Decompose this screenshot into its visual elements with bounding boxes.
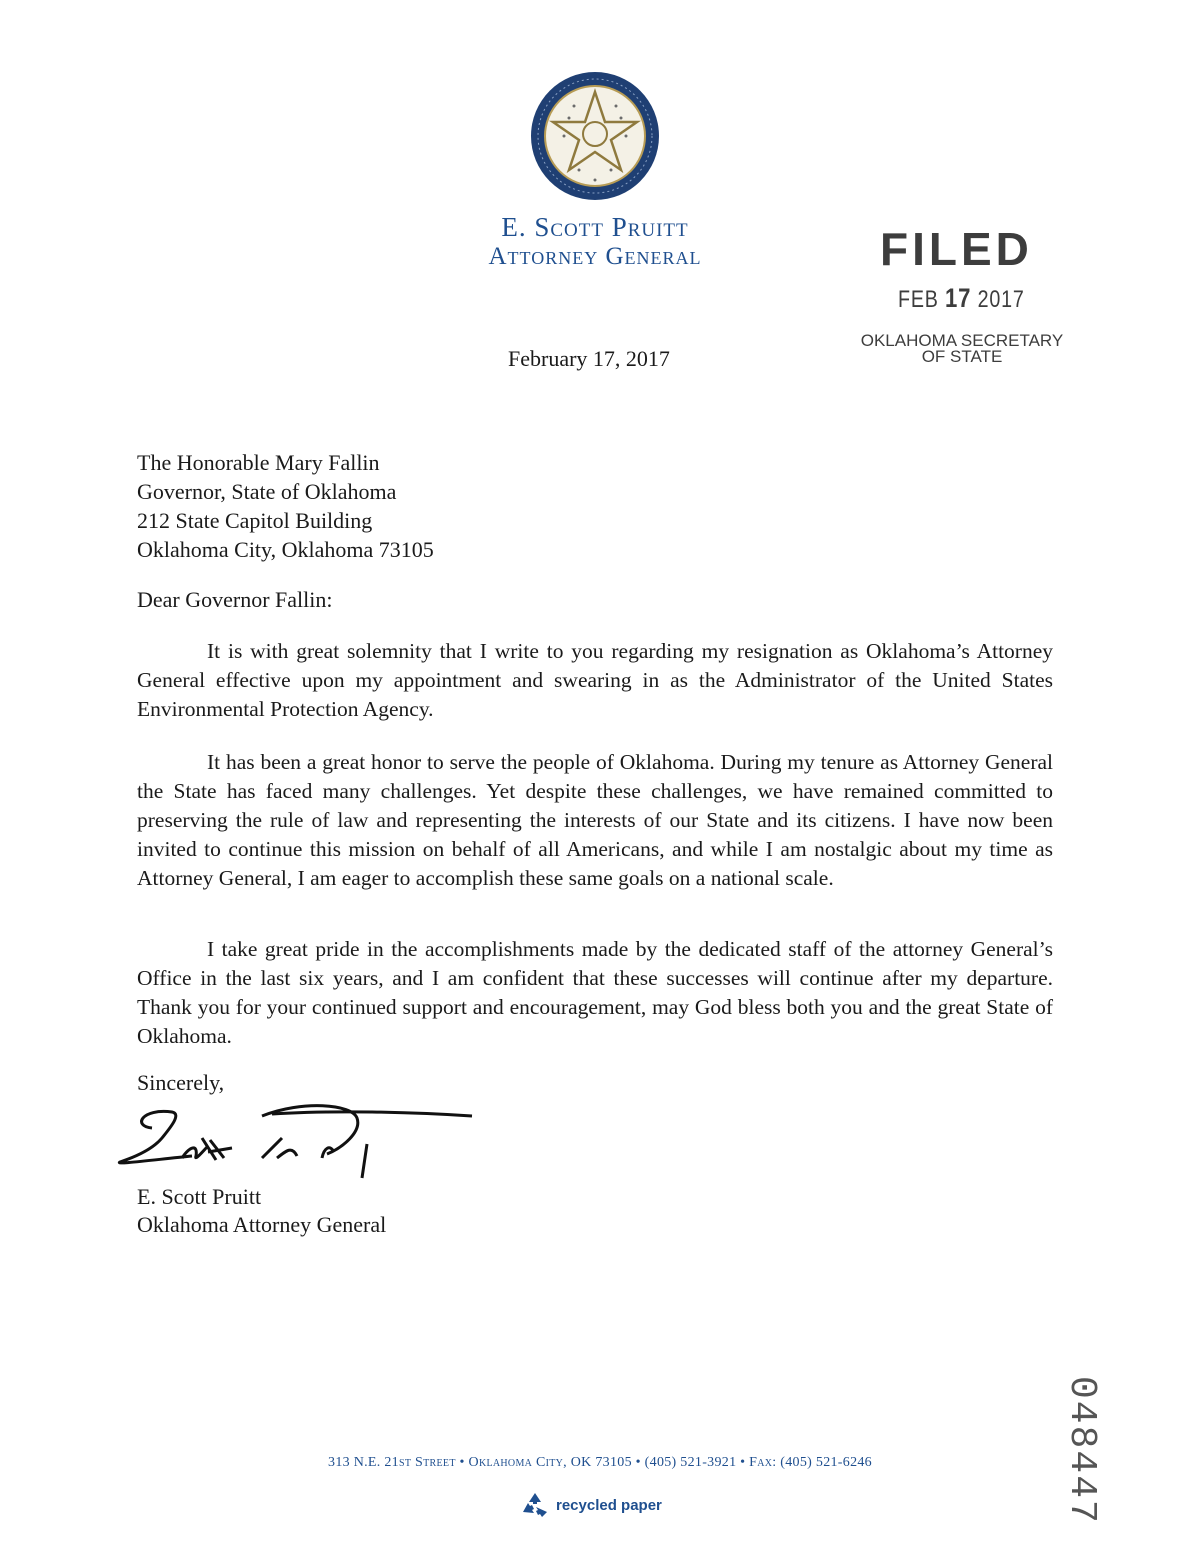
signatory-name: E. Scott Pruitt xyxy=(137,1184,262,1209)
recycled-paper-mark xyxy=(520,1489,662,1521)
handwritten-signature xyxy=(112,1098,492,1190)
filed-stamp-day: 17 xyxy=(945,283,972,313)
recipient-line: 212 State Capitol Building xyxy=(137,508,373,533)
filed-stamp-office-line2: OF STATE xyxy=(921,347,1003,366)
closing: Sincerely, xyxy=(137,1070,225,1095)
letterhead-name: E. Scott Pruitt xyxy=(501,212,689,242)
filed-stamp: FILED xyxy=(880,223,1033,275)
body-paragraph: It is with great solemnity that I write to you regarding my resignation as Oklahoma’s Attorney General effective upon my appointment and swearing in as the Administrator of the United States Environmental Protection Agency. xyxy=(137,639,1053,721)
recycle-icon xyxy=(520,1490,550,1520)
filed-stamp-office xyxy=(840,333,1084,365)
recipient-line: The Honorable Mary Fallin xyxy=(137,450,380,475)
state-seal-icon xyxy=(529,70,661,202)
recipient-line: Oklahoma City, Oklahoma 73105 xyxy=(137,537,434,562)
letterhead-title: Attorney General xyxy=(488,243,702,270)
filed-stamp-month: FEB xyxy=(898,286,939,313)
signatory-title: Oklahoma Attorney General xyxy=(137,1212,387,1237)
filed-stamp-year: 2017 xyxy=(977,286,1025,313)
recipient-line: Governor, State of Oklahoma xyxy=(137,479,397,504)
letter-date: February 17, 2017 xyxy=(508,346,670,371)
body-paragraph: It has been a great honor to serve the people of Oklahoma. During my tenure as Attorney General the State has faced many challenges. Yet despite these challenges, we have remained committed to preserving the rule of law and representing the interests of our State and its citizens. I have now been invited to continue this mission on behalf of all Americans, and while I am nostalgic about my time as Attorney General, I am eager to accomplish these same goals on a national scale. xyxy=(137,750,1053,890)
recycled-paper-label: recycled paper xyxy=(556,1496,662,1514)
salutation: Dear Governor Fallin: xyxy=(137,587,333,612)
recipient-address xyxy=(137,448,434,564)
body-paragraph: I take great pride in the accomplishments made by the dedicated staff of the attorney General’s Office in the last six years, and I am confident that these successes will continue after my departure. Thank you for your continued support and encouragement, may God bless both you and the great State of Oklahoma. xyxy=(137,937,1053,1048)
filed-stamp-office-line1: OKLAHOMA SECRETARY xyxy=(860,331,1064,350)
footer-address: 313 N.E. 21st Street • Oklahoma City, OK 73105 • (405) 521-3921 • Fax: (405) 521-6246 xyxy=(328,1455,872,1470)
document-number: 048447 xyxy=(1060,1376,1103,1525)
filed-stamp-date xyxy=(898,283,1025,314)
